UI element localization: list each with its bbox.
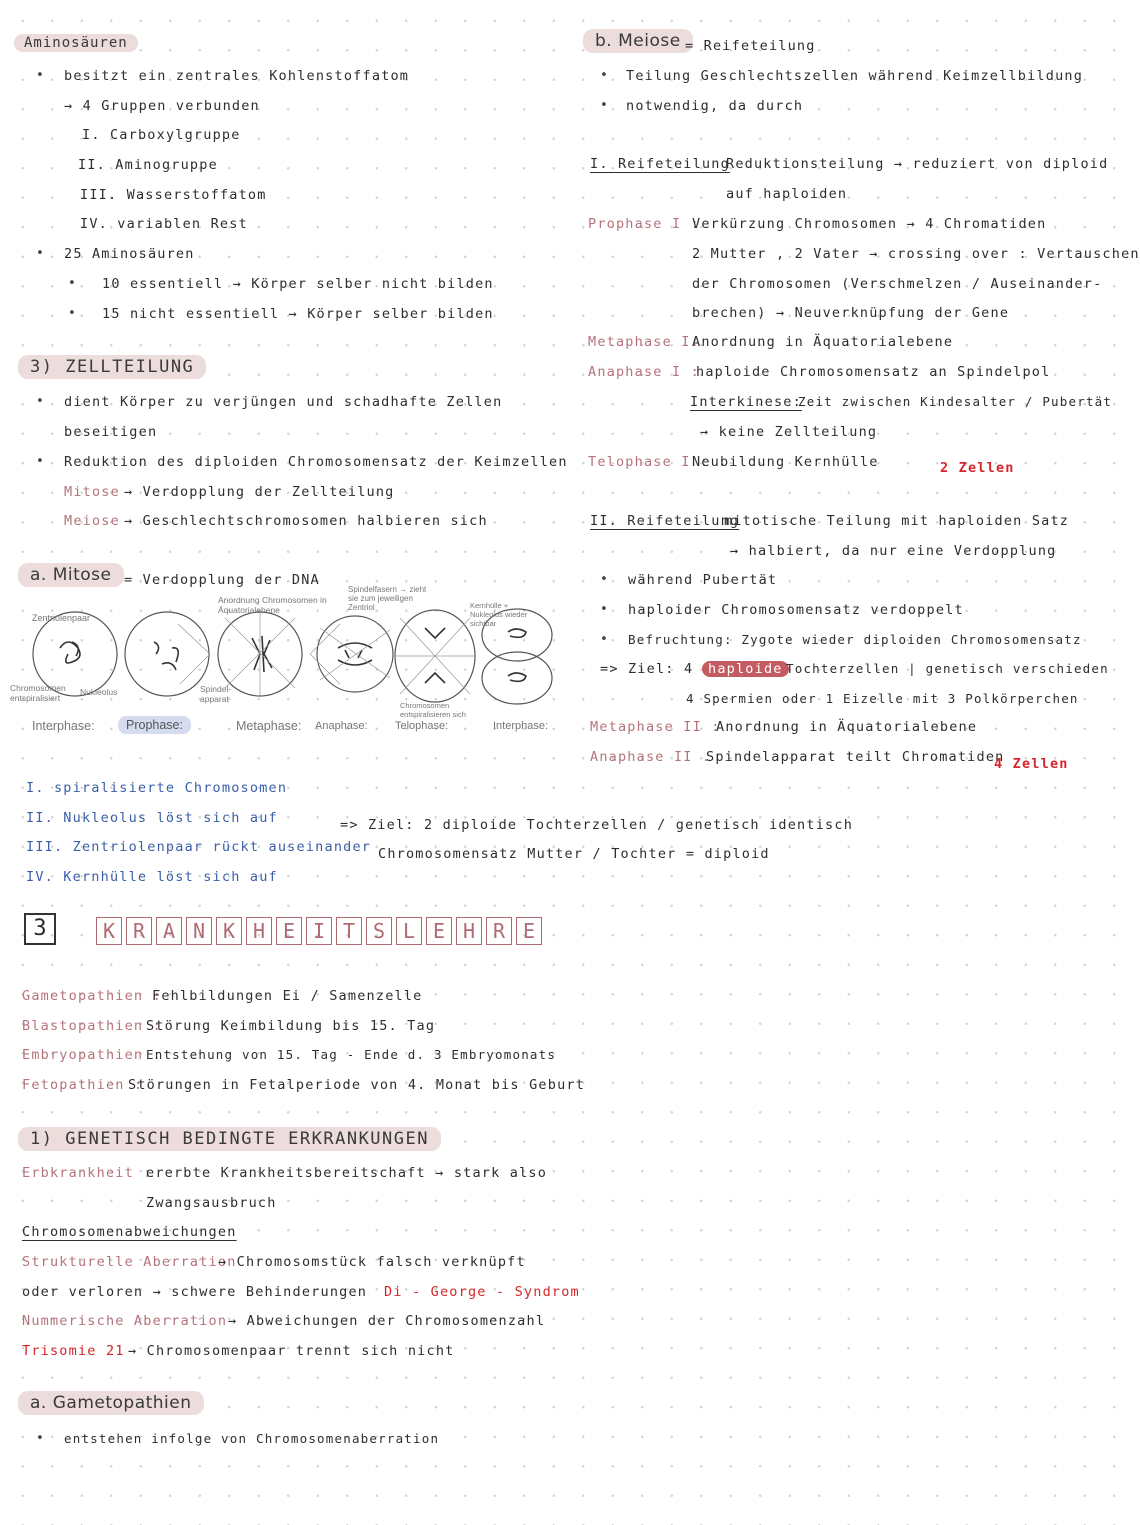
embryopathien-term: Embryopathien :	[22, 1047, 162, 1063]
zell-line-1: dient Körper zu verjüngen und schadhafte Zellen	[64, 394, 503, 410]
interkinese-desc: Zeit zwischen Kindesalter / Pubertät	[798, 394, 1113, 409]
mitose-ziel-2: Chromosomensatz Mutter / Tochter = diploid	[378, 846, 770, 862]
mitose-heading: a. Mitose	[18, 563, 124, 587]
reifeteilung-1-heading: I. Reifeteilung	[590, 156, 730, 172]
title-letter: A	[156, 917, 182, 945]
blastopathien-term: Blastopathien :	[22, 1018, 162, 1034]
section-number: 3	[24, 913, 56, 945]
zellen-4: 4 Zellen	[994, 756, 1069, 772]
prophase-1-a: Verkürzung Chromosomen → 4 Chromatiden	[692, 216, 1047, 232]
title-letter: L	[396, 917, 422, 945]
title-letter: I	[306, 917, 332, 945]
strukturelle-desc-2: oder verloren → schwere Behinderungen	[22, 1284, 368, 1300]
gametopathien-desc: Fehlbildungen Ei / Samenzelle	[152, 988, 423, 1004]
amino-group-2: II. Aminogruppe	[78, 157, 218, 173]
zell-line-3: Reduktion des diploiden Chromosomensatz der Keimzellen	[64, 454, 568, 470]
reifeteilung-2-heading: II. Reifeteilung	[590, 513, 740, 529]
interkinese-desc-2: → keine Zellteilung	[700, 424, 878, 440]
chromosomenabweichungen: Chromosomenabweichungen	[22, 1224, 237, 1240]
meiose-heading: b. Meiose	[583, 29, 693, 53]
ann-nukleolus: Nukleolus	[80, 687, 118, 697]
amino-heading: Aminosäuren	[14, 34, 138, 52]
phase-label-anaphase: Anaphase:	[315, 720, 368, 732]
phase-label-telophase: Telophase:	[395, 720, 449, 732]
prophase-1-term: Prophase I :	[588, 216, 700, 232]
title-letter: K	[96, 917, 122, 945]
ann-chromosomen-2: Chromosomen entspiralisieren sich	[400, 701, 466, 719]
ann-spindelapparat: Spindel-apparat	[200, 684, 232, 704]
telophase-1-term: Telophase I :	[588, 454, 710, 470]
nummerische-desc: → Abweichungen der Chromosomenzahl	[228, 1313, 546, 1329]
bullet: •	[36, 68, 44, 83]
erbkrankheit-desc-2: Zwangsausbruch	[146, 1195, 277, 1211]
metaphase-1-desc: Anordnung in Äquatorialebene	[692, 334, 954, 350]
reifeteilung-1-desc: Reduktionsteilung → reduziert von diploid	[726, 156, 1109, 172]
zell-mitose-term: Mitose	[64, 484, 120, 500]
amino-line-5: 15 nicht essentiell → Körper selber bilden	[102, 306, 494, 322]
meiose-definition: = Reifeteilung	[685, 38, 816, 54]
title-letter: E	[426, 917, 452, 945]
amino-group-1: I. Carboxylgruppe	[82, 127, 241, 143]
metaphase-2-term: Metaphase II :	[590, 719, 721, 735]
fetopathien-desc: Störungen in Fetalperiode von 4. Monat bis Geburt	[128, 1077, 586, 1093]
phase-label-metaphase: Metaphase:	[236, 719, 302, 733]
ann-spindelfasern: Spindelfasern → zieht sie zum jeweiligen Zentriol	[348, 585, 427, 612]
meiose-bullet-3: Befruchtung: Zygote wieder diploiden Chromosomensatz	[628, 632, 1082, 647]
amino-line-4: 10 essentiell → Körper selber nicht bilden	[102, 276, 494, 292]
meiose-bullet-1: während Pubertät	[628, 572, 778, 588]
krankheitslehre-title	[96, 917, 542, 945]
title-letter: R	[126, 917, 152, 945]
meiose-ziel-b: Tochterzellen | genetisch verschieden	[786, 661, 1109, 676]
gametopathien-line-1: entstehen infolge von Chromosomenaberration	[64, 1431, 440, 1446]
strukturelle-aberration: Strukturelle Aberration	[22, 1254, 237, 1270]
zell-line-2: beseitigen	[64, 424, 158, 440]
gametopathien-heading: a. Gametopathien	[18, 1391, 204, 1415]
title-letter: E	[276, 917, 302, 945]
nummerische-aberration: Nummerische Aberration	[22, 1313, 228, 1329]
di-george-syndrom: Di - George - Syndrom	[384, 1284, 580, 1300]
title-letter: K	[216, 917, 242, 945]
bullet: •	[36, 394, 44, 409]
gametopathien-term: Gametopathien :	[22, 988, 162, 1004]
prophase-1-b: 2 Mutter , 2 Vater → crossing over : Vertauschen	[692, 246, 1140, 262]
bullet: •	[600, 98, 608, 113]
bullet: •	[600, 572, 608, 587]
prophase-point-3: III. Zentriolenpaar rückt auseinander	[26, 839, 372, 855]
meiose-bullet-2: haploider Chromosomensatz verdoppelt	[628, 602, 964, 618]
fetopathien-term: Fetopathien :	[22, 1077, 144, 1093]
telophase-1-desc: Neubildung Kernhülle	[692, 454, 879, 470]
cell-prophase	[125, 612, 209, 696]
meiose-line-1: Teilung Geschlechtszellen während Keimzellbildung	[626, 68, 1084, 84]
prophase-1-d: brechen) → Neuverknüpfung der Gene	[692, 305, 1010, 321]
zell-mitose-desc: → Verdopplung der Zellteilung	[124, 484, 395, 500]
bullet: •	[600, 632, 608, 647]
ann-anordnung: Anordnung Chromosomen in Äquatorialebene	[218, 595, 327, 615]
title-letter: H	[456, 917, 482, 945]
reifeteilung-2-desc: mitotische Teilung mit haploiden Satz	[724, 513, 1070, 529]
phase-label-prophase: Prophase:	[118, 716, 191, 734]
phase-label-interphase-2: Interphase:	[493, 720, 549, 732]
genetisch-heading: 1) GENETISCH BEDINGTE ERKRANKUNGEN	[18, 1127, 441, 1151]
prophase-1-c: der Chromosomen (Verschmelzen / Auseinander-	[692, 276, 1103, 292]
zell-meiose-desc: → Geschlechtschromosomen halbieren sich	[124, 513, 488, 529]
mitose-ziel-1: => Ziel: 2 diploide Tochterzellen / genetisch identisch	[340, 817, 854, 833]
prophase-point-1: I. spiralisierte Chromosomen	[26, 780, 288, 796]
interkinese-term: Interkinese:	[690, 394, 802, 410]
meiose-line-2: notwendig, da durch	[626, 98, 804, 114]
bullet: •	[36, 1431, 44, 1446]
bullet: •	[68, 276, 76, 291]
cell-anaphase	[317, 616, 393, 692]
title-letter: S	[366, 917, 392, 945]
title-letter: H	[246, 917, 272, 945]
zellteilung-heading: 3) ZELLTEILUNG	[18, 355, 206, 379]
meiose-ziel-tag-wrap	[702, 661, 789, 677]
reifeteilung-1-desc-2: auf haploiden	[726, 186, 848, 202]
metaphase-2-desc: Anordnung in Äquatorialebene	[716, 719, 978, 735]
metaphase-1-term: Metaphase I:	[588, 334, 700, 350]
amino-group-4: IV. variablen Rest	[80, 216, 248, 232]
zellen-2: 2 Zellen	[940, 460, 1015, 476]
amino-line-3: 25 Aminosäuren	[64, 246, 195, 262]
bullet: •	[68, 306, 76, 321]
amino-group-3: III. Wasserstoffatom	[80, 187, 267, 203]
anaphase-1-term: Anaphase I :	[588, 364, 700, 380]
trisomie-desc: → Chromosomenpaar trennt sich nicht	[128, 1343, 455, 1359]
mitose-definition: = Verdopplung der DNA	[124, 572, 320, 588]
title-letter: T	[336, 917, 362, 945]
bullet: •	[36, 246, 44, 261]
bullet: •	[600, 68, 608, 83]
amino-line-1: besitzt ein zentrales Kohlenstoffatom	[64, 68, 410, 84]
anaphase-2-term: Anaphase II .	[590, 749, 712, 765]
title-letter: R	[486, 917, 512, 945]
title-letter: E	[516, 917, 542, 945]
phase-label-interphase: Interphase:	[32, 719, 95, 733]
ann-kernhuelle: Kernhülle + Nukleolus wieder sichtbar	[470, 601, 528, 628]
anaphase-1-desc: haploide Chromosomensatz an Spindelpol	[696, 364, 1051, 380]
prophase-point-2: II. Nukleolus löst sich auf	[26, 810, 278, 826]
bullet: •	[36, 454, 44, 469]
erbkrankheit-desc: ererbte Krankheitsbereitschaft → stark also	[146, 1165, 548, 1181]
embryopathien-desc: Entstehung von 15. Tag - Ende d. 3 Embryomonats	[146, 1047, 557, 1062]
meiose-ziel-tag: haploide	[702, 661, 789, 677]
anaphase-2-desc: Spindelapparat teilt Chromatiden	[706, 749, 1005, 765]
meiose-ziel-a: => Ziel: 4	[600, 661, 694, 677]
blastopathien-desc: Störung Keimbildung bis 15. Tag	[146, 1018, 436, 1034]
trisomie-21: Trisomie 21	[22, 1343, 125, 1359]
ann-zentriolenpaar: Zentriolenpaar	[32, 613, 91, 623]
zell-meiose-term: Meiose	[64, 513, 120, 529]
title-letter: N	[186, 917, 212, 945]
strukturelle-desc: → Chromosomstück falsch verknüpft	[218, 1254, 526, 1270]
erbkrankheit-term: Erbkrankheit :	[22, 1165, 153, 1181]
ann-chromosomen: Chromosomen entspiralisiert	[10, 683, 66, 703]
meiose-ziel-c: 4 Spermien oder 1 Eizelle mit 3 Polkörperchen	[686, 691, 1079, 706]
reifeteilung-2-desc-2: → halbiert, da nur eine Verdopplung	[730, 543, 1057, 559]
bullet: •	[600, 602, 608, 617]
cell-interphase-2b	[482, 652, 552, 704]
prophase-point-4: IV. Kernhülle löst sich auf	[26, 869, 278, 885]
amino-line-2: → 4 Gruppen verbunden	[64, 98, 260, 114]
